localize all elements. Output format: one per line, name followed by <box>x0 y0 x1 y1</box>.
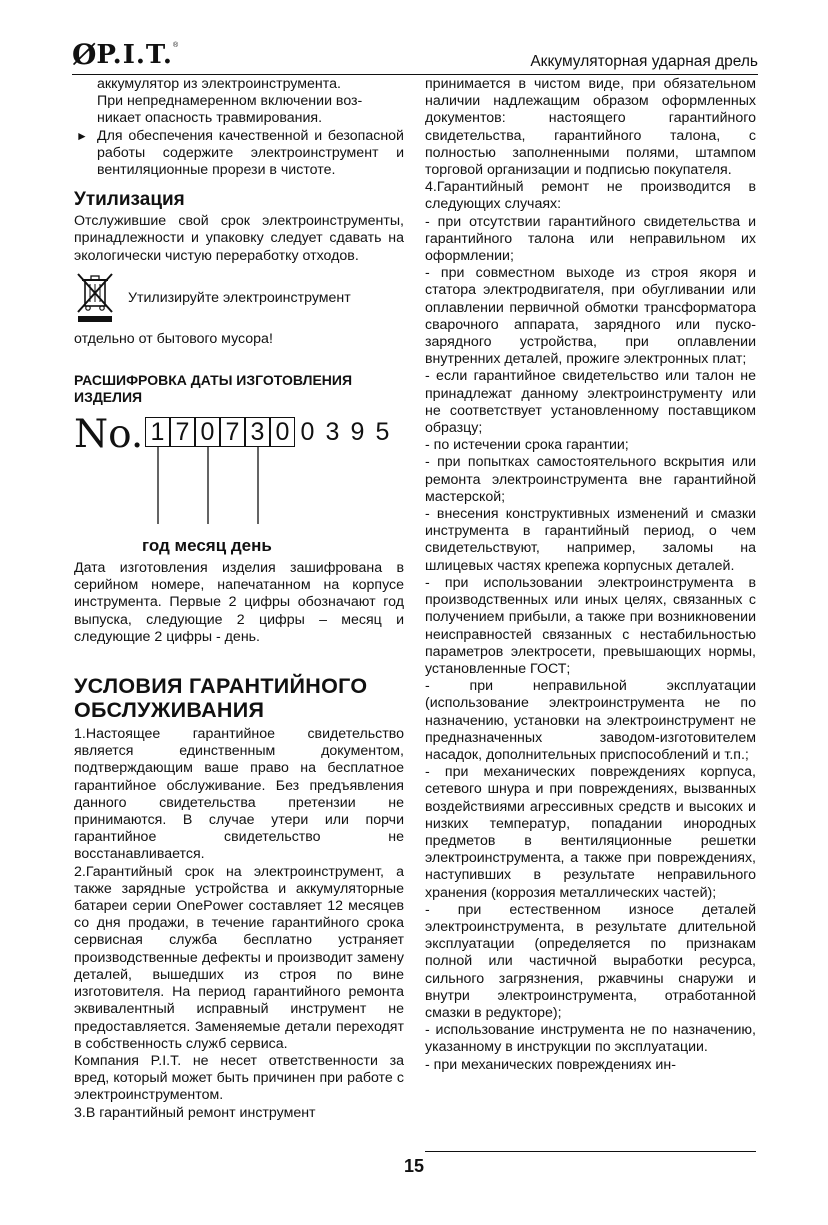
continued-line-3: никает опасность травмирования. <box>97 110 323 127</box>
serial-digit: 3 <box>325 418 340 447</box>
exclusion-item: - внесения конструктивных изменений и смазки инструмента в гарантийный период, о чем свидетельствуют, например, заломы на шлицевых частях крепежа корпусных деталей. <box>425 506 756 574</box>
page-header <box>72 40 758 75</box>
exclusion-item: - при механических повреждениях корпуса, сетевого шнура и при повреждениях, вызванных воздействиями агрессивных средств и высоких и низких температур, попадании инородных предметов в вентиляционные решетки электроинструмента, а также при повреждениях, наступивших в результате неправильного хранения (коррозия металлических частей); <box>425 764 756 901</box>
serial-digit: 9 <box>350 418 365 447</box>
recycle-text-line-2: отдельно от бытового мусора! <box>74 330 273 347</box>
serial-legend: год месяц день <box>142 536 272 556</box>
warranty-clause-1: 1.Настоящее гарантийное свидетельство является единственным документом, подтверждающим ваше право на бесплатное гарантийное обслуживание. Без предъявления данного свидетельства претензии не принимаются. В случае утери или порчи гарантийное свидетельство не восстанавливается. <box>74 726 404 863</box>
bullet-text: Для обеспечения качественной и безопасной работы содержите электроинструмент и вентиляционные прорези в чистоте. <box>97 127 404 179</box>
left-column <box>74 76 404 1122</box>
exclusion-item: - при механических повреждениях ин- <box>425 1056 676 1073</box>
serial-digit: 0 <box>271 418 294 446</box>
footer-rule <box>425 1151 756 1152</box>
exclusion-item: - при использовании электроинструмента в производственных или иных целях, связанных с получением прибыли, а также при возникновении неисправностей связанных с нестабильностью параметров электросети, превышающих нормы, установленные ГОСТ; <box>425 574 756 677</box>
bullet-triangle-icon: ► <box>76 128 88 143</box>
registered-mark: ® <box>172 42 179 49</box>
warranty-clause-4: 4.Гарантийный ремонт не производится в следующих случаях: <box>425 179 756 213</box>
page-number: 15 <box>403 1156 425 1176</box>
bullet-paragraph <box>74 128 404 180</box>
warranty-clause-3-cont: принимается в чистом виде, при обязательном наличии надлежащим образом оформленных документов: настоящего гарантийного свидетельства, гарантийного талона, с полностью заполненными полями, штампом торговой организации и подписью покупателя. <box>425 76 756 179</box>
utilization-heading: Утилизация <box>74 189 185 211</box>
pit-logo <box>72 40 178 70</box>
date-decoding-heading: РАСШИФРОВКА ДАТЫ ИЗГОТОВЛЕНИЯ ИЗДЕЛИЯ <box>74 372 353 406</box>
recycle-text-line-1: Утилизируйте электроинструмент <box>128 289 351 306</box>
serial-number-label: No. <box>74 412 144 458</box>
exclusion-item: - при естественном износе деталей электроинструмента, в результате длительной эксплуатации (определяется по признакам полной или частичной выработки ресурса, сильного загрязнения, ржавчины снаружи и внутри электроинструмента, отработанной смазки в редукторе); <box>425 901 756 1021</box>
right-column <box>425 76 756 1074</box>
warranty-clause-3-start: 3.В гарантийный ремонт инструмент <box>74 1104 316 1121</box>
warranty-heading: УСЛОВИЯ ГАРАНТИЙНОГО ОБСЛУЖИВАНИЯ <box>74 674 368 723</box>
exclusion-item: - по истечении срока гарантии; <box>425 437 629 454</box>
exclusion-item: - при неправильной эксплуатации (использование электроинструмента не по назначению, установки на электроинструмент не предназначенных заводом-изготовителем насадок, дополнительных приспособлений и т.п.; <box>425 678 756 763</box>
exclusion-item: - использование инструмента не по назначению, указанному в инструкции по эксплуатации. <box>425 1022 756 1056</box>
warranty-clause-2: 2.Гарантийный срок на электроинструмент, а также зарядные устройства и аккумуляторные батареи серии OnePower составляет 12 месяцев со дня продажи, в течение гарантийного срока сервисная служба бесплатно устраняет производственные дефекты и производит замену деталей, вышедших из строя по вине изготовителя. На период гарантийного ремонта эквивалентный исправный инструмент не предоставляется. Заменяемые детали переходят в собственность служб сервиса. <box>74 863 404 1052</box>
serial-digit: 5 <box>375 418 390 447</box>
serial-number-diagram <box>74 412 404 536</box>
exclusion-item: - при совместном выходе из строя якоря и статора электродвигателя, при обугливании или оплавлении первичной обмотки трансформатора сварочного аппарата, зарядного или пуско-зарядного устройства, при оплавлении внутренних деталей, прожиге электронных плат; <box>425 265 756 368</box>
document-title: Аккумуляторная ударная дрель <box>530 53 758 70</box>
date-explanation: Дата изготовления изделия зашифрована в серийном номере, напечатанном на корпусе инструмента. Первые 2 цифры обозначают год выпуска, следующие 2 цифры – месяц и следующие 2 цифры - день. <box>74 560 404 645</box>
serial-digit: 0 <box>196 418 219 446</box>
serial-digit: 7 <box>171 418 194 446</box>
serial-digit: 0 <box>300 418 315 447</box>
logo-text: P.I.T. <box>96 40 173 70</box>
exclusion-item: - при попытках самостоятельного вскрытия или ремонта электроинструмента вне гарантийной мастерской; <box>425 454 756 505</box>
serial-digit: 7 <box>221 418 244 446</box>
company-disclaimer: Компания P.I.T. не несет ответственности за вред, который может быть причинен при работе с электроинструментом. <box>74 1052 404 1104</box>
crossed-bin-icon <box>74 271 118 323</box>
exclusion-item: - при отсутствии гарантийного свидетельства и гарантийного талона или неправильном их оформлении; <box>425 213 756 265</box>
recycle-notice <box>74 271 404 323</box>
utilization-text: Отслужившие свой срок электроинструменты, принадлежности и упаковку следует сдавать на экологически чистую переработку отходов. <box>74 213 404 264</box>
continued-line-1: аккумулятор из электроинструмента. <box>97 76 341 92</box>
serial-digit: 1 <box>146 418 169 446</box>
serial-digit: 3 <box>246 418 269 446</box>
exclusion-item: - если гарантийное свидетельство или талон не принадлежат данному электроинструменту или не соответствует установленному поставщиком образцу; <box>425 368 756 437</box>
serial-leader-lines <box>74 412 404 536</box>
continued-line-2: При непреднамеренном включении воз- <box>97 93 363 110</box>
logo-symbol: Ø <box>72 38 97 71</box>
